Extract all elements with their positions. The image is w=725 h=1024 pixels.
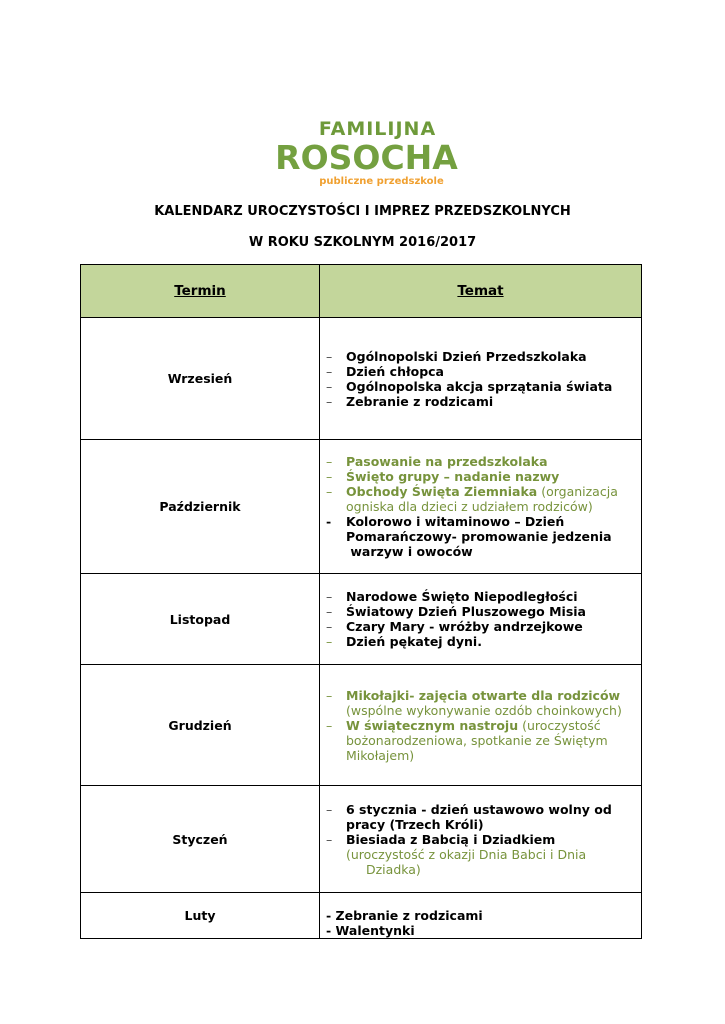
table-row [81, 440, 642, 574]
term-cell: Październik [81, 440, 320, 574]
topic-cell [320, 893, 642, 939]
page-subtitle: W ROKU SZKOLNYM 2016/2017 [248, 235, 477, 250]
list-item: – Narodowe Święto Niepodległości [326, 589, 578, 604]
topic-list [326, 589, 635, 649]
topic-cell [320, 440, 642, 574]
header-term: Termin [81, 265, 320, 318]
term-cell: Wrzesień [81, 318, 320, 440]
topic-list [326, 454, 635, 559]
topic-cell [320, 786, 642, 893]
list-item: – Dzień pękatej dyni. [326, 634, 482, 649]
list-item: – Święto grupy – nadanie nazwy [326, 469, 560, 484]
list-item: – 6 stycznia - dzień ustawowo wolny od pracy (Trzech Króli) [326, 801, 612, 832]
logo-text-subtitle: publiczne przedszkole [319, 176, 444, 187]
list-item: - Zebranie z rodzicami [326, 908, 483, 923]
table-row [81, 574, 642, 665]
logo-text-rosocha: ROSOCHA [275, 138, 458, 177]
list-item: - Walentynki [326, 923, 415, 938]
list-item: – W świątecznym nastroju (uroczystość bożonarodzeniowa, spotkanie ze Świętym Mikołajem) [326, 717, 608, 763]
logo [0, 118, 725, 188]
page-title: KALENDARZ UROCZYSTOŚCI I IMPREZ PRZEDSZKOLNYCH [154, 204, 571, 219]
table-row [81, 893, 642, 939]
list-item: – Dzień chłopca [326, 363, 444, 379]
list-item: – Zebranie z rodzicami [326, 393, 494, 409]
table-row [81, 665, 642, 786]
topic-cell [320, 318, 642, 440]
list-item: – Biesiada z Babcią i Dziadkiem (uroczystość z okazji Dnia Babci i Dnia Dziadka) [326, 831, 587, 877]
topic-cell [320, 574, 642, 665]
table-row [81, 786, 642, 893]
topic-list [326, 802, 635, 877]
list-item: – Światowy Dzień Pluszowego Misia [326, 604, 586, 619]
topic-list [326, 349, 635, 409]
table-row [81, 318, 642, 440]
topic-cell [320, 665, 642, 786]
term-cell: Grudzień [81, 665, 320, 786]
list-item: – Czary Mary - wróżby andrzejkowe [326, 619, 583, 634]
table-header-row [81, 265, 642, 318]
list-item: – Ogólnopolska akcja sprzątania świata [326, 378, 613, 394]
topic-list [326, 893, 635, 938]
term-cell: Listopad [81, 574, 320, 665]
term-cell: Luty [81, 893, 320, 939]
list-item: – Ogólnopolski Dzień Przedszkolaka [326, 348, 587, 364]
list-item: – Pasowanie na przedszkolaka [326, 454, 548, 469]
header-topic: Temat [320, 265, 642, 318]
logo-text-familijna: FAMILIJNA [318, 118, 437, 140]
list-item: - Kolorowo i witaminowo – Dzień Pomarańczowy- promowanie jedzenia warzyw i owoców [326, 514, 612, 559]
list-item: – Obchody Święta Ziemniaka (organizacja ogniska dla dzieci z udziałem rodziców) [326, 484, 618, 514]
events-table [80, 264, 642, 939]
term-cell: Styczeń [81, 786, 320, 893]
list-item: – Mikołajki- zajęcia otwarte dla rodziców (wspólne wykonywanie ozdób choinkowych) [326, 687, 622, 718]
topic-list [326, 688, 635, 763]
